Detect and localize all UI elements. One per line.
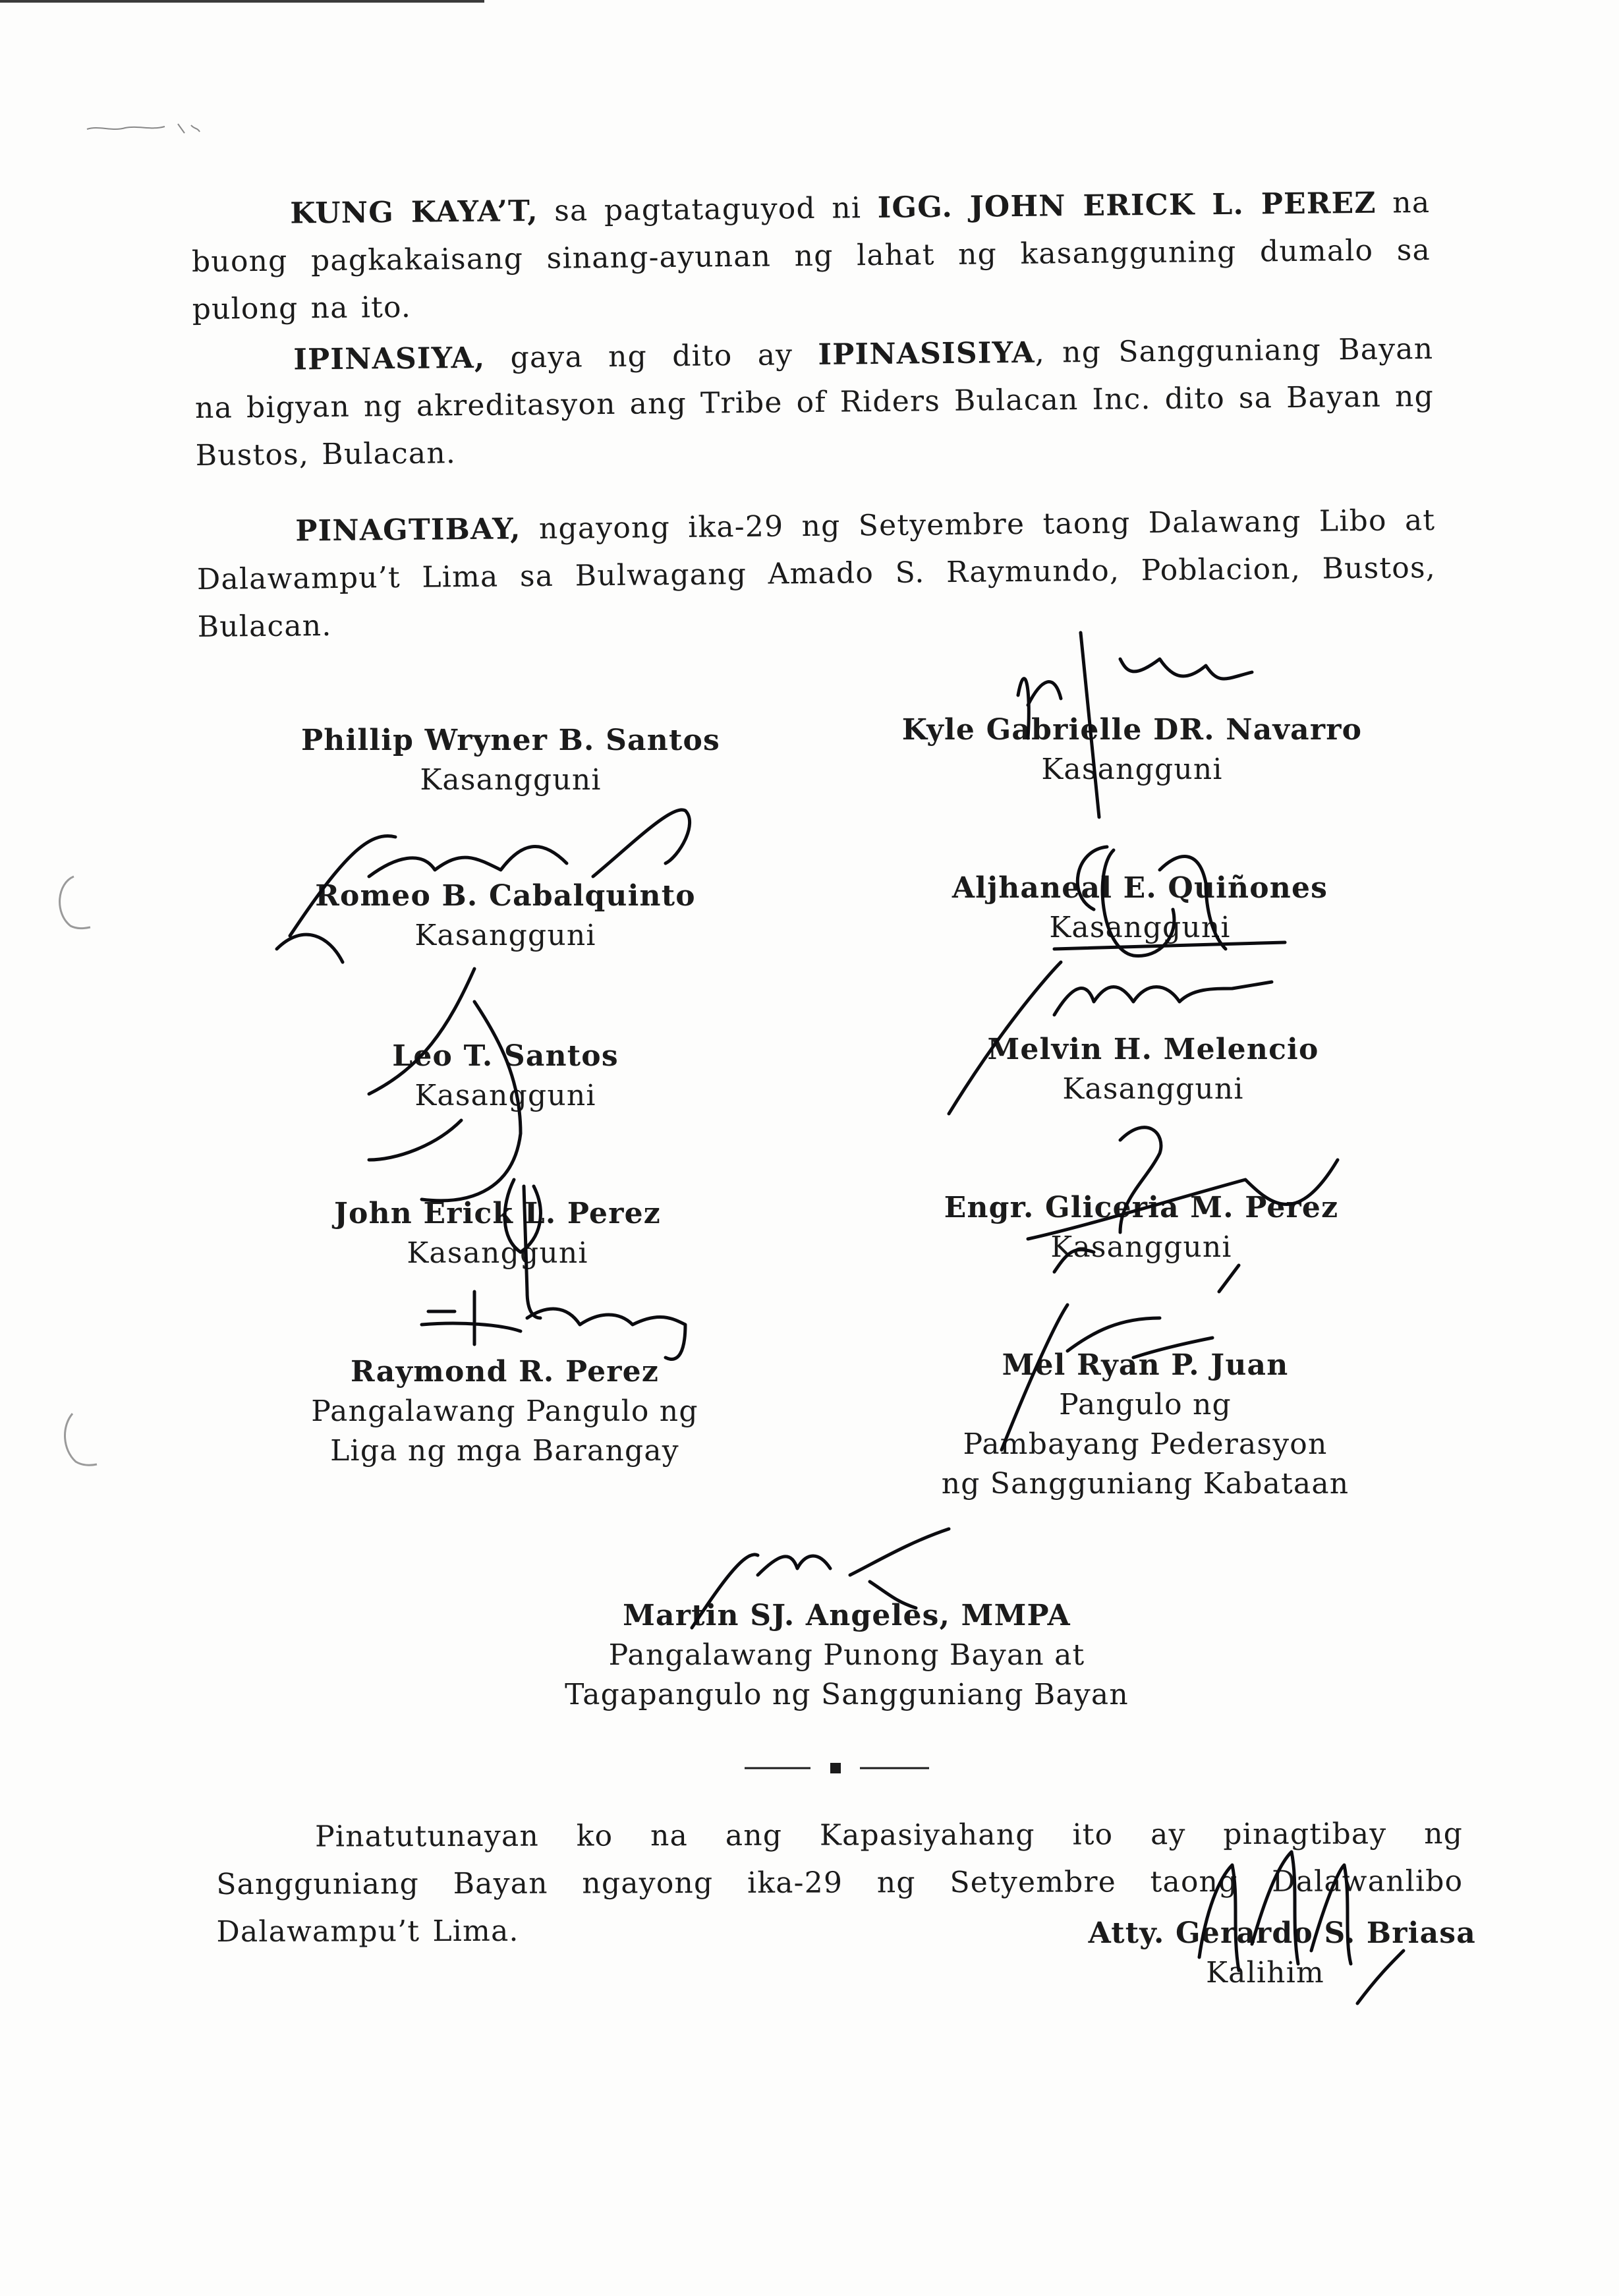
paragraph-text: , ng Sangguniang Bayan na bigyan ng akreditasyon ang Tribe of Riders Bulacan Inc. dito sa Bayan ng Bustos, Bulacan. — [194, 331, 1434, 473]
presiding-officer-block — [517, 1596, 1176, 1715]
secretary-name: Atty. Gerardo S. Briasa — [1088, 1916, 1476, 1950]
signatory-title: Pangulo ng — [1059, 1388, 1232, 1421]
signatory-name: Phillip Wryner B. Santos — [300, 724, 721, 757]
section-separator — [738, 1758, 936, 1778]
signatory-block — [214, 721, 807, 800]
signatory-name: Mel Ryan P. Juan — [1002, 1348, 1289, 1382]
signatory-block — [843, 869, 1436, 948]
scan-smudge — [86, 120, 201, 136]
presiding-officer-title: Tagapangulo ng Sangguniang Bayan — [565, 1678, 1129, 1711]
signatory-name: Aljhaneal E. Quiñones — [952, 871, 1328, 905]
paragraph-text: ngayong ika-29 ng Setyembre taong Dalawang Libo at Dalawampu’t Lima sa Bulwagang Amado S. Raymundo, Poblacion, Bustos, Bulacan. — [196, 503, 1436, 644]
signatory-title: Pangalawang Pangulo ng — [311, 1394, 698, 1428]
signatory-name: Kyle Gabrielle DR. Navarro — [901, 713, 1363, 747]
secretary-title-block — [1166, 1953, 1364, 1993]
lead-keyword: PINAGTIBAY, — [295, 512, 521, 548]
secretary-title: Kalihim — [1206, 1956, 1324, 1990]
signatory-title: Kasangguni — [414, 919, 596, 952]
signatory-title: Kasangguni — [407, 1236, 588, 1270]
certification-text: Pinatutunayan ko na ang Kapasiyahang ito ay pinagtibay ng Sangguniang Bayan ngayong ika-29 ng Setyembre taong Dalawanlibo Dalawampu’t Lima. — [216, 1817, 1463, 1949]
signatory-name: Leo T. Santos — [392, 1039, 619, 1073]
signatory-block — [201, 1194, 794, 1273]
signatory-block — [857, 1030, 1450, 1109]
lead-keyword: KUNG KAYA’T, — [290, 194, 538, 231]
lead-keyword: IPINASIYA, — [293, 341, 486, 377]
signatory-title: Kasangguni — [1062, 1072, 1244, 1106]
signatory-name: Engr. Gliceria M. Perez — [944, 1191, 1339, 1224]
signatory-title: ng Sangguniang Kabataan — [941, 1467, 1349, 1501]
signatory-name: Raymond R. Perez — [350, 1355, 660, 1389]
signatory-block — [208, 1352, 801, 1471]
punch-hole-mark — [47, 873, 94, 933]
signatory-title: Kasangguni — [420, 763, 602, 797]
signatory-title: Kasangguni — [1050, 1230, 1232, 1264]
presiding-officer-name: Martin SJ. Angeles, MMPA — [623, 1599, 1071, 1632]
signatory-title: Pambayang Pederasyon — [963, 1427, 1328, 1461]
lead-keyword: IPINASISIYA — [818, 335, 1035, 372]
signatory-name: Melvin H. Melencio — [987, 1033, 1319, 1066]
signatory-name: Romeo B. Cabalquinto — [315, 879, 696, 913]
signatory-block — [849, 1346, 1442, 1504]
signatory-title: Kasangguni — [1041, 753, 1223, 786]
resolved-paragraph — [194, 326, 1434, 480]
whereas-paragraph — [191, 179, 1431, 333]
approved-paragraph — [196, 497, 1436, 651]
sponsor-name: IGG. JOHN ERICK L. PEREZ — [877, 186, 1377, 225]
top-edge-rule — [0, 0, 484, 3]
signatory-block — [836, 710, 1429, 789]
paragraph-text: na buong pagkakaisang sinang-ayunan ng lahat ng kasangguning dumalo sa pulong na ito. — [191, 185, 1431, 326]
presiding-officer-title: Pangalawang Punong Bayan at — [608, 1638, 1085, 1672]
signatory-title: Kasangguni — [414, 1079, 596, 1112]
signatory-block — [209, 1037, 802, 1116]
punch-hole-mark — [56, 1410, 102, 1470]
secretary-block — [1015, 1914, 1476, 1953]
paragraph-text: gaya ng dito ay — [485, 337, 818, 375]
signatory-title: Liga ng mga Barangay — [330, 1434, 679, 1468]
signatory-block — [845, 1188, 1438, 1267]
signatory-title: Kasangguni — [1049, 911, 1231, 944]
signatory-name: John Erick L. Perez — [334, 1197, 661, 1230]
signatory-block — [209, 876, 802, 956]
paragraph-text: sa pagtataguyod ni — [538, 191, 878, 228]
signature-mark — [422, 1292, 685, 1360]
